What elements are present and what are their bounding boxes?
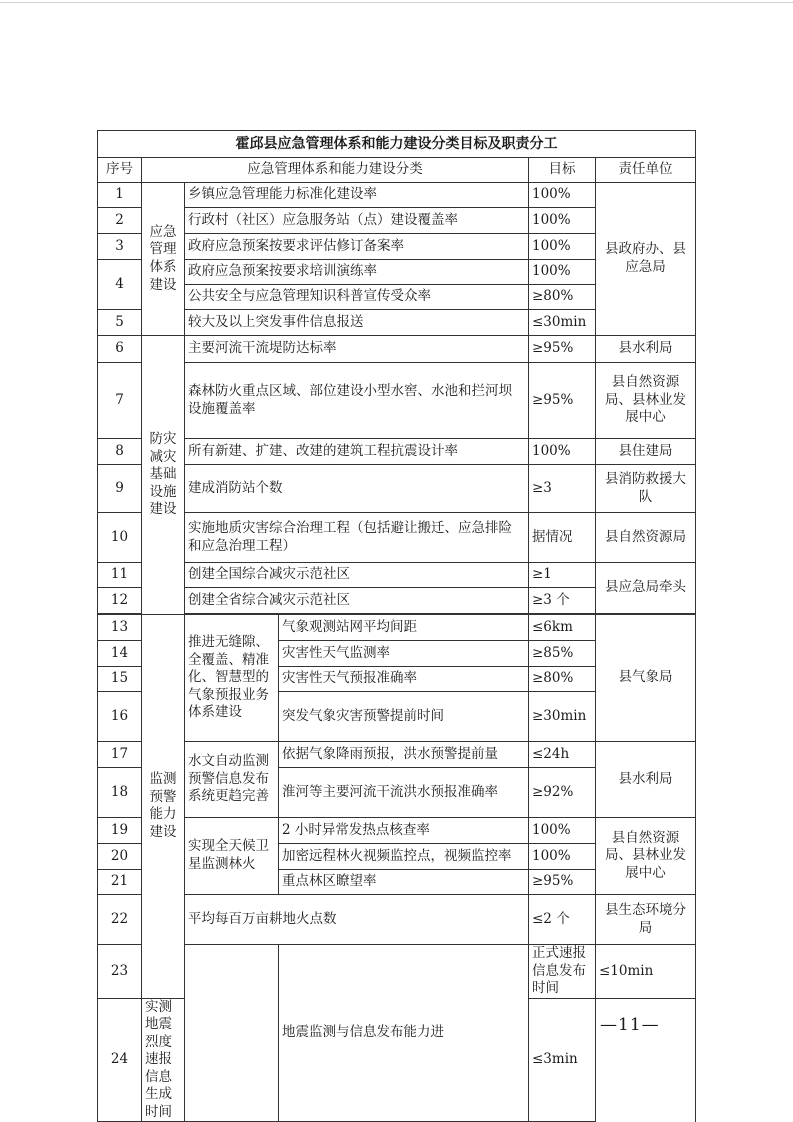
- row-item: 重点林区瞭望率: [279, 870, 529, 895]
- row-item: 行政村（社区）应急服务站（点）建设覆盖率: [185, 208, 529, 234]
- row-target: ≤10min: [596, 945, 696, 999]
- category-blank: [185, 945, 279, 1122]
- unit-fire-rescue: 县消防救援大队: [596, 465, 696, 513]
- row-item: 创建全省综合减灾示范社区: [185, 588, 529, 614]
- row-item: 平均每百万亩耕地火点数: [185, 895, 529, 945]
- row-no: 3: [98, 234, 142, 260]
- row-target: ≥95%: [529, 363, 596, 439]
- row-target: 100%: [529, 818, 596, 844]
- row-no: 15: [98, 667, 142, 692]
- row-item: 政府应急预案按要求培训演练率: [185, 260, 529, 285]
- row-item: 加密远程林火视频监控点，视频监控率: [279, 844, 529, 870]
- responsibility-table: [97, 130, 696, 1122]
- row-no: 24: [98, 998, 142, 1122]
- table-row: [98, 895, 696, 945]
- row-no: 8: [98, 439, 142, 465]
- row-no: 16: [98, 692, 142, 742]
- subcategory-weather-forecast: 推进无缝隙、全覆盖、精准化、智慧型的气象预报业务体系建设: [185, 615, 279, 742]
- row-item: 乡镇应急管理能力标准化建设率: [185, 183, 529, 208]
- row-target: 100%: [529, 234, 596, 260]
- row-item: 实测地震烈度速报信息生成时间: [142, 998, 185, 1122]
- row-no: 7: [98, 363, 142, 439]
- row-no: 4: [98, 260, 142, 310]
- unit-ecology-branch: 县生态环境分局: [596, 895, 696, 945]
- subcategory-earthquake: 地震监测与信息发布能力进: [279, 945, 529, 1122]
- table-row: [98, 363, 696, 439]
- row-target: ≥30min: [529, 692, 596, 742]
- row-no: 11: [98, 563, 142, 588]
- row-target: ≥95%: [529, 870, 596, 895]
- unit-housing-bureau: 县住建局: [596, 439, 696, 465]
- table-row: [98, 615, 696, 641]
- row-item: 实施地质灾害综合治理工程（包括避让搬迁、应急排险和应急治理工程）: [185, 513, 529, 563]
- table-row: [98, 439, 696, 465]
- row-item: 主要河流干流堤防达标率: [185, 336, 529, 363]
- row-target: ≥92%: [529, 768, 596, 818]
- category-disaster-infrastructure: 防灾减灾基础设施建设: [142, 336, 185, 615]
- row-target: ≤2 个: [529, 895, 596, 945]
- unit-natural-resources-forestry: 县自然资源局、县林业发展中心: [596, 363, 696, 439]
- unit-emergency-lead: 县应急局牵头: [596, 563, 696, 614]
- row-no: 5: [98, 310, 142, 336]
- row-no: 19: [98, 818, 142, 844]
- row-no: 6: [98, 336, 142, 363]
- unit-weather-bureau: 县气象局: [596, 615, 696, 742]
- row-no: 13: [98, 615, 142, 641]
- row-target: ≥95%: [529, 336, 596, 363]
- row-no: 12: [98, 588, 142, 614]
- category-emergency-system: 应急管理体系建设: [142, 183, 185, 336]
- row-no: 1: [98, 183, 142, 208]
- subcategory-satellite-fire: 实现全天候卫星监测林火: [185, 818, 279, 895]
- row-no: 23: [98, 945, 142, 999]
- row-target: ≤30min: [529, 310, 596, 336]
- row-target: 100%: [529, 208, 596, 234]
- table-title: 霍邱县应急管理体系和能力建设分类目标及职责分工: [98, 131, 696, 158]
- category-monitoring-warning: 监测预警能力建设: [142, 615, 185, 999]
- row-target: 100%: [529, 260, 596, 285]
- table-row: [98, 742, 696, 768]
- row-target: ≤6km: [529, 615, 596, 641]
- header-no: 序号: [98, 158, 142, 183]
- row-target: ≥3: [529, 465, 596, 513]
- table-row: [98, 465, 696, 513]
- row-no: 20: [98, 844, 142, 870]
- row-no: 2: [98, 208, 142, 234]
- row-item: 2 小时异常发热点核查率: [279, 818, 529, 844]
- page-edge-line: [0, 2, 793, 3]
- row-target: ≥1: [529, 563, 596, 588]
- table-row: [98, 183, 696, 208]
- row-no: 18: [98, 768, 142, 818]
- unit-water-bureau-2: 县水利局: [596, 742, 696, 818]
- row-item: 公共安全与应急管理知识科普宣传受众率: [185, 285, 529, 310]
- row-target: 据情况: [529, 513, 596, 563]
- row-target: 100%: [529, 183, 596, 208]
- table-row: [98, 513, 696, 563]
- row-target: ≥80%: [529, 285, 596, 310]
- row-item: 森林防火重点区域、部位建设小型水窖、水池和拦河坝设施覆盖率: [185, 363, 529, 439]
- row-no: 14: [98, 641, 142, 667]
- row-no: 10: [98, 513, 142, 563]
- row-no: 21: [98, 870, 142, 895]
- row-target: ≤3min: [529, 998, 596, 1122]
- table-row: [98, 818, 696, 844]
- row-item: 灾害性天气监测率: [279, 641, 529, 667]
- table-row: [98, 336, 696, 363]
- unit-gov-office: 县政府办、县应急局: [596, 183, 696, 336]
- row-target: ≤24h: [529, 742, 596, 768]
- row-target: ≥3 个: [529, 588, 596, 614]
- page-number: —11—: [600, 1015, 660, 1035]
- subcategory-hydrology: 水文自动监测预警信息发布系统更趋完善: [185, 742, 279, 818]
- row-item: 所有新建、扩建、改建的建筑工程抗震设计率: [185, 439, 529, 465]
- row-item: 淮河等主要河流干流洪水预报准确率: [279, 768, 529, 818]
- table-row: [98, 945, 696, 999]
- row-no: 22: [98, 895, 142, 945]
- row-no: 9: [98, 465, 142, 513]
- row-item: 灾害性天气预报准确率: [279, 667, 529, 692]
- row-item: 创建全国综合减灾示范社区: [185, 563, 529, 588]
- unit-natural-resources-forestry-2: 县自然资源局、县林业发展中心: [596, 818, 696, 895]
- row-item: 政府应急预案按要求评估修订备案率: [185, 234, 529, 260]
- row-item: 建成消防站个数: [185, 465, 529, 513]
- row-target: ≥85%: [529, 641, 596, 667]
- row-target: 100%: [529, 844, 596, 870]
- header-category: 应急管理体系和能力建设分类: [142, 158, 529, 183]
- row-no: 17: [98, 742, 142, 768]
- header-unit: 责任单位: [596, 158, 696, 183]
- row-target: ≥80%: [529, 667, 596, 692]
- row-target: 100%: [529, 439, 596, 465]
- row-item: 突发气象灾害预警提前时间: [279, 692, 529, 742]
- table-row: [98, 563, 696, 588]
- unit-water-bureau: 县水利局: [596, 336, 696, 363]
- unit-natural-resources: 县自然资源局: [596, 513, 696, 563]
- row-item: 依据气象降雨预报，洪水预警提前量: [279, 742, 529, 768]
- row-item: 气象观测站网平均间距: [279, 615, 529, 641]
- header-target: 目标: [529, 158, 596, 183]
- row-item: 较大及以上突发事件信息报送: [185, 310, 529, 336]
- row-item: 正式速报信息发布时间: [529, 945, 596, 999]
